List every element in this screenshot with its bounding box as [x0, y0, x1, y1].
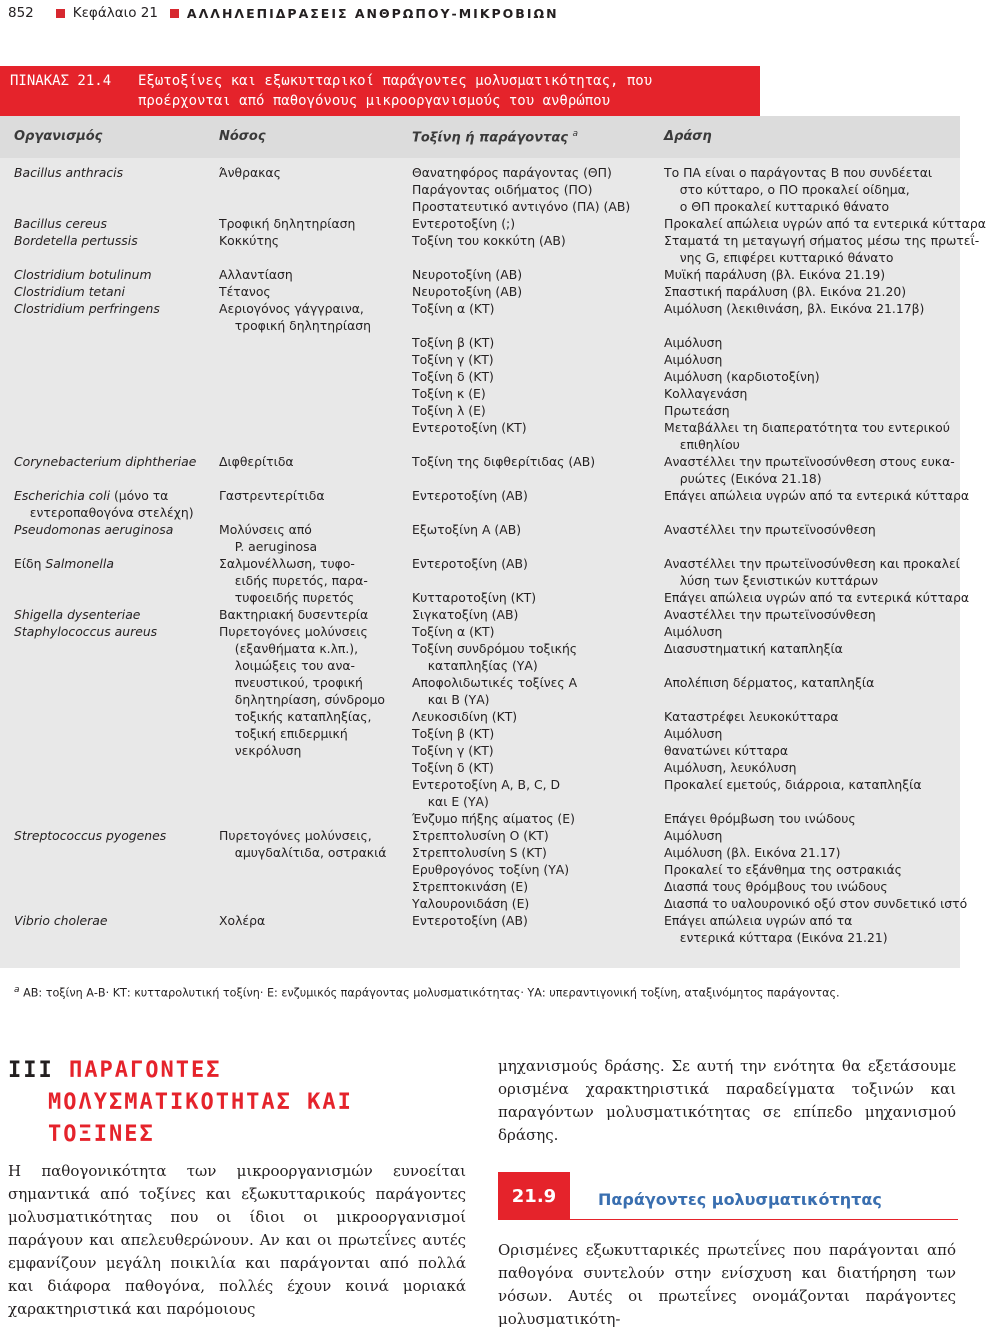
subsection-title: Παράγοντες μολυσματικότητας [598, 1190, 882, 1209]
table-cell-c4: Αιμόλυση (βλ. Εικόνα 21.17) [664, 845, 841, 860]
table-cell-c3: Εντεροτοξίνη (ΚΤ) [412, 420, 527, 435]
table-row [0, 742, 960, 759]
table-cell-c3: Θανατηφόρος παράγοντας (ΘΠ) [412, 165, 612, 180]
table-cell-c3: Τοξίνη συνδρόμου τοξικής [412, 641, 578, 656]
table-cell-c3: Τοξίνη δ (ΚΤ) [412, 369, 494, 384]
subsection-number-box: 21.9 [498, 1172, 570, 1220]
table-row [0, 470, 960, 487]
table-cell-c4: Διασπά τους θρόμβους του ινώδους [664, 879, 888, 894]
table-row [0, 521, 960, 538]
table-row [0, 249, 960, 266]
table-row [0, 385, 960, 402]
table-cell-c4: Το ΠΑ είναι ο παράγοντας Β που συνδέεται [664, 165, 933, 180]
table-cell-c1: Bacillus anthracis [14, 165, 124, 180]
table-cell-c1: Staphylococcus aureus [14, 624, 158, 639]
table-cell-c4: Προκαλεί το εξάνθημα της οστρακιάς [664, 862, 902, 877]
table-cell-c4: Καταστρέφει λευκοκύτταρα [664, 709, 839, 724]
table-cell-c2: πνευστικού, τροφική [219, 675, 363, 690]
table-cell-c2: τυφοειδής πυρετός [219, 590, 355, 605]
square-bullet-icon [56, 9, 65, 18]
table-cell-c3: Τοξίνη της διφθερίτιδας (ΑΒ) [412, 454, 596, 469]
table-cell-c1: Pseudomonas aeruginosa [14, 522, 174, 537]
section-title-line-1: ΠΑΡΑΓΟΝΤΕΣ [69, 1058, 222, 1083]
table-cell-c3: Στρεπτολυσίνη Ο (ΚΤ) [412, 828, 549, 843]
table-cell-c2: λοιμώξεις του ανα- [219, 658, 356, 673]
table-cell-c4: Κολλαγενάση [664, 386, 748, 401]
table-cell-c4: Απολέπιση δέρματος, καταπληξία [664, 675, 875, 690]
table-cell-c3: Στρεπτολυσίνη S (ΚΤ) [412, 845, 547, 860]
table-cell-c3: Τοξίνη κ (Ε) [412, 386, 486, 401]
table-cell-c3: Εντεροτοξίνη (ΑΒ) [412, 556, 528, 571]
table-cell-c3: Τοξίνη β (ΚΤ) [412, 726, 495, 741]
subsection-rule [570, 1219, 958, 1220]
table-cell-c4: Αναστέλλει την πρωτεϊνοσύνθεση στους ευκα- [664, 454, 955, 469]
table-cell-c4: Επάγει απώλεια υγρών από τα [664, 913, 853, 928]
table-cell-c4: Αιμόλυση [664, 352, 723, 367]
section-heading [8, 1055, 353, 1151]
table-cell-c2: Αεριογόνος γάγγραινα, [219, 301, 364, 316]
table-footnote: $^a$ ΑΒ: τοξίνη Α-Β· ΚΤ: κυτταρολυτική τοξίνη· Ε: ενζυμικός παράγοντας μολυσματικότητας· ΥΑ: υπεραντιγονική τοξίνη, αταξινόμητος παράγοντας. [14, 985, 840, 1000]
table-row [0, 861, 960, 878]
table-cell-c3: και Β (ΥΑ) [412, 692, 490, 707]
table-cell-c4: Προκαλεί απώλεια υγρών από τα εντερικά κύτταρα [664, 216, 986, 231]
table-cell-c4: Αναστέλλει την πρωτεϊνοσύνθεση [664, 522, 876, 537]
table-cell-c3: και Ε (ΥΑ) [412, 794, 489, 809]
table-cell-c3: Ένζυμο πήξης αίματος (Ε) [412, 811, 575, 826]
table-cell-c1: εντεροπαθογόνα στελέχη) [14, 505, 194, 520]
table-cell-c4: Μυϊκή παράλυση (βλ. Εικόνα 21.19) [664, 267, 886, 282]
table-cell-c4: Αναστέλλει την πρωτεϊνοσύνθεση και προκαλεί [664, 556, 960, 571]
table-cell-c4: Αιμόλυση (λεκιθινάση, βλ. Εικόνα 21.17β) [664, 301, 925, 316]
table-cell-c3: Εντεροτοξίνη (ΑΒ) [412, 488, 528, 503]
table-cell-c2: Αλλαντίαση [219, 267, 293, 282]
table-cell-c2: αμυγδαλίτιδα, οστρακιά [219, 845, 387, 860]
table-cell-c2: Γαστρεντερίτιδα [219, 488, 325, 503]
table-row [0, 572, 960, 589]
table-row [0, 929, 960, 946]
table-cell-c2: Τέτανος [219, 284, 271, 299]
table-cell-c4: Αιμόλυση [664, 828, 723, 843]
table-row [0, 453, 960, 470]
table-cell-c4: ο ΘΠ προκαλεί κυτταρικό θάνατο [664, 199, 890, 214]
table-row [0, 810, 960, 827]
table-row [0, 487, 970, 504]
table-row [0, 640, 960, 657]
table-cell-c3: Ερυθρογόνος τοξίνη (ΥΑ) [412, 862, 570, 877]
table-cell-c1: Shigella dysenteriae [14, 607, 141, 622]
table-cell-c3: Εντεροτοξίνη (;) [412, 216, 516, 231]
table-cell-c3: Στρεπτοκινάση (Ε) [412, 879, 529, 894]
table-row [0, 708, 960, 725]
table-cell-c3: Εντεροτοξίνη Α, Β, C, D [412, 777, 561, 792]
table-row [0, 776, 960, 793]
square-bullet-icon [170, 9, 179, 18]
table-row [0, 215, 986, 232]
table-cell-c1: Streptococcus pyogenes [14, 828, 167, 843]
table-row [0, 334, 960, 351]
table-cell-c2: Χολέρα [219, 913, 266, 928]
table-row [0, 266, 960, 283]
table-cell-c4: Σπαστική παράλυση (βλ. Εικόνα 21.20) [664, 284, 907, 299]
table-cell-c2: P. aeruginosa [219, 539, 318, 554]
table-cell-c2: νεκρόλυση [219, 743, 302, 758]
table-cell-c3: Κυτταροτοξίνη (ΚΤ) [412, 590, 537, 605]
table-caption [0, 66, 760, 116]
table-row [0, 368, 960, 385]
table-cell-c4: εντερικά κύτταρα (Εικόνα 21.21) [664, 930, 888, 945]
table-cell-c3: Παράγοντας οιδήματος (ΠΟ) [412, 182, 593, 197]
table-row [0, 844, 960, 861]
table-cell-c4: στο κύτταρο, ο ΠΟ προκαλεί οίδημα, [664, 182, 910, 197]
table-cell-c3: Προστατευτικό αντιγόνο (ΠΑ) (ΑΒ) [412, 199, 631, 214]
table-cell-c4: Επάγει θρόμβωση του ινώδους [664, 811, 856, 826]
table-cell-c2: ειδής πυρετός, παρα- [219, 573, 368, 588]
table-cell-c4: επιθηλίου [664, 437, 740, 452]
table-cell-c4: Σταματά τη μεταγωγή σήματος μέσω της πρωτεΐ- [664, 233, 980, 248]
table-cell-c2: τοξική επιδερμική [219, 726, 348, 741]
caption-line-2: προέρχονται από παθογόνους μικροοργανισμούς του ανθρώπου [138, 93, 611, 109]
table-row [0, 827, 960, 844]
table-cell-c4: Αιμόλυση [664, 624, 723, 639]
table-cell-c4: Προκαλεί εμετούς, διάρροια, καταπληξία [664, 777, 922, 792]
table-row [0, 198, 960, 215]
subsection-paragraph: Ορισμένες εξωκυτταρικές πρωτεΐνες που παράγονται από παθογόνα συντελούν στην ενίσχυση και διατήρηση των νόσων. Αυτές οι πρωτεΐνες ονομάζονται παράγοντες μολυσματικότη- [498, 1241, 956, 1328]
table-cell-c4: νης G, επιφέρει κυτταρικό θάνατο [664, 250, 894, 265]
table-cell-c4: θανατώνει κύτταρα [664, 743, 789, 758]
table-cell-c3: Νευροτοξίνη (ΑΒ) [412, 284, 523, 299]
table-cell-c3: Τοξίνη α (ΚΤ) [412, 301, 495, 316]
table-row [0, 878, 960, 895]
table-cell-c1: Vibrio cholerae [14, 913, 108, 928]
table-cell-c2: Πυρετογόνες μολύνσεις [219, 624, 368, 639]
table-cell-c2: Βακτηριακή δυσεντερία [219, 607, 369, 622]
table-cell-c3: Υαλουρονιδάση (Ε) [412, 896, 530, 911]
table-row [0, 232, 980, 249]
table-row [0, 436, 960, 453]
table-row [0, 283, 960, 300]
table-cell-c2: Μολύνσεις από [219, 522, 312, 537]
table-cell-c4: Αιμόλυση (καρδιοτοξίνη) [664, 369, 820, 384]
table-row [0, 555, 960, 572]
table-cell-c2: τροφική δηλητηρίαση [219, 318, 371, 333]
table-cell-c3: Νευροτοξίνη (ΑΒ) [412, 267, 523, 282]
table-cell-c4: ρυώτες (Εικόνα 21.18) [664, 471, 822, 486]
table-cell-c1: Clostridium botulinum [14, 267, 152, 282]
chapter-label: Κεφάλαιο 21 [72, 5, 158, 21]
table-cell-c2: Πυρετογόνες μολύνσεις, [219, 828, 372, 843]
table-cell-c4: Αιμόλυση [664, 335, 723, 350]
column-header-disease: Νόσος [219, 129, 266, 144]
table-cell-c3: καταπληξίας (ΥΑ) [412, 658, 538, 673]
table-label: ΠΙΝΑΚΑΣ 21.4 [10, 73, 112, 89]
table-cell-c3: Τοξίνη γ (ΚΤ) [412, 352, 494, 367]
table-cell-c3: Τοξίνη του κοκκύτη (ΑΒ) [412, 233, 566, 248]
table-cell-c3: Τοξίνη δ (ΚΤ) [412, 760, 494, 775]
table-cell-c1: Bacillus cereus [14, 216, 107, 231]
section-title-line-2: ΜΟΛΥΣΜΑΤΙΚΟΤΗΤΑΣ ΚΑΙ [48, 1090, 353, 1115]
table-cell-c2: (εξανθήματα κ.λπ.), [219, 641, 359, 656]
table-cell-c3: Εξωτοξίνη Α (ΑΒ) [412, 522, 522, 537]
table-cell-c4: Αιμόλυση, λευκόλυση [664, 760, 797, 775]
table-cell-c1: Clostridium tetani [14, 284, 125, 299]
table-row [0, 895, 968, 912]
table-cell-c3: Τοξίνη γ (ΚΤ) [412, 743, 494, 758]
table-cell-c4: λύση των ξενιστικών κυττάρων [664, 573, 879, 588]
table-row [0, 164, 960, 181]
table-cell-c1: Είδη Salmonella [14, 556, 114, 571]
table-cell-c2: δηλητηρίαση, σύνδρομο [219, 692, 385, 707]
table-row [0, 419, 960, 436]
table-cell-c1: Corynebacterium diphtheriae [14, 454, 197, 469]
body-paragraph-right: μηχανισμούς δράσης. Σε αυτή την ενότητα θα εξετάσουμε ορισμένα χαρακτηριστικά παραδείγματα τοξινών και παραγόντων μολυσματικότητας σε επίπεδο μηχανισμού δράσης. [498, 1057, 956, 1144]
table-row [0, 725, 960, 742]
table-row [0, 691, 960, 708]
table-row [0, 793, 960, 810]
table-cell-c3: Λευκοσιδίνη (ΚΤ) [412, 709, 518, 724]
table-row [0, 589, 970, 606]
table-cell-c4: Αναστέλλει την πρωτεϊνοσύνθεση [664, 607, 876, 622]
table-cell-c4: Πρωτεάση [664, 403, 730, 418]
table-row [0, 912, 960, 929]
table-cell-c2: τοξικής καταπληξίας, [219, 709, 372, 724]
section-roman-numeral: III [8, 1058, 54, 1083]
table-cell-c3: Τοξίνη λ (Ε) [412, 403, 486, 418]
table-cell-c3: Τοξίνη α (ΚΤ) [412, 624, 495, 639]
table-cell-c4: Επάγει απώλεια υγρών από τα εντερικά κύτταρα [664, 590, 970, 605]
page-number: 852 [8, 5, 34, 21]
column-header-action: Δράση [664, 129, 712, 144]
table-row [0, 759, 960, 776]
page-header [8, 0, 559, 26]
table-cell-c4: Μεταβάλλει τη διαπερατότητα του εντερικού [664, 420, 950, 435]
table-row [0, 623, 960, 640]
table-cell-c1: Escherichia coli (μόνο τα [14, 488, 169, 503]
table-cell-c4: Αιμόλυση [664, 726, 723, 741]
table-row [0, 606, 960, 623]
body-paragraph-left: Η παθογονικότητα των μικροοργανισμών ευνοείται σημαντικά από τοξίνες και εξωκυτταρικούς παράγοντες μολυσματικότητας που οι ίδιοι οι μικροοργανισμοί παράγουν και απελευθερώνουν. Αν και οι πρωτεΐνες αυτές εμφανίζουν μεγάλη ποικιλία και παράγονται από πολλά και διάφορα παθογόνα, πολλές έχουν κοινά μοριακά χαρακτηριστικά και παρόμοιους [8, 1162, 466, 1318]
table-cell-c2: Σαλμονέλλωση, τυφο- [219, 556, 355, 571]
chapter-title: ΑΛΛΗΛΕΠΙΔΡΑΣΕΙΣ ΑΝΘΡΩΠΟΥ-ΜΙΚΡΟΒΙΩΝ [186, 5, 559, 21]
table-row [0, 674, 960, 691]
table-row [0, 181, 960, 198]
table-cell-c4: Επάγει απώλεια υγρών από τα εντερικά κύτταρα [664, 488, 970, 503]
table-row [0, 351, 960, 368]
section-title-line-3: ΤΟΞΙΝΕΣ [48, 1122, 155, 1147]
column-header-organism: Οργανισμός [14, 129, 103, 144]
table-row [0, 657, 960, 674]
table-cell-c2: Τροφική δηλητηρίαση [219, 216, 356, 231]
table-cell-c4: Διασπά το υαλουρονικό οξύ στον συνδετικό ιστό [664, 896, 968, 911]
table-row [0, 402, 960, 419]
table-cell-c2: Διφθερίτιδα [219, 454, 294, 469]
table-cell-c1: Bordetella pertussis [14, 233, 138, 248]
table-cell-c1: Clostridium perfringens [14, 301, 160, 316]
table-row [0, 317, 960, 334]
table-cell-c3: Εντεροτοξίνη (ΑΒ) [412, 913, 528, 928]
table-cell-c4: Διασυστηματική καταπληξία [664, 641, 843, 656]
column-header-toxin: Τοξίνη ή παράγοντας $^a$ [412, 129, 579, 146]
table-row [0, 300, 960, 317]
table-cell-c3: Σιγκατοξίνη (ΑΒ) [412, 607, 519, 622]
table-cell-c2: Κοκκύτης [219, 233, 280, 248]
table-cell-c2: Άνθρακας [219, 165, 281, 180]
table-cell-c3: Τοξίνη β (ΚΤ) [412, 335, 495, 350]
table-row [0, 504, 960, 521]
table-header [0, 116, 960, 158]
table-row [0, 538, 960, 555]
table-cell-c3: Αποφολιδωτικές τοξίνες Α [412, 675, 578, 690]
caption-line-1: Εξωτοξίνες και εξωκυτταρικοί παράγοντες μολυσματικότητας, που [138, 73, 653, 89]
